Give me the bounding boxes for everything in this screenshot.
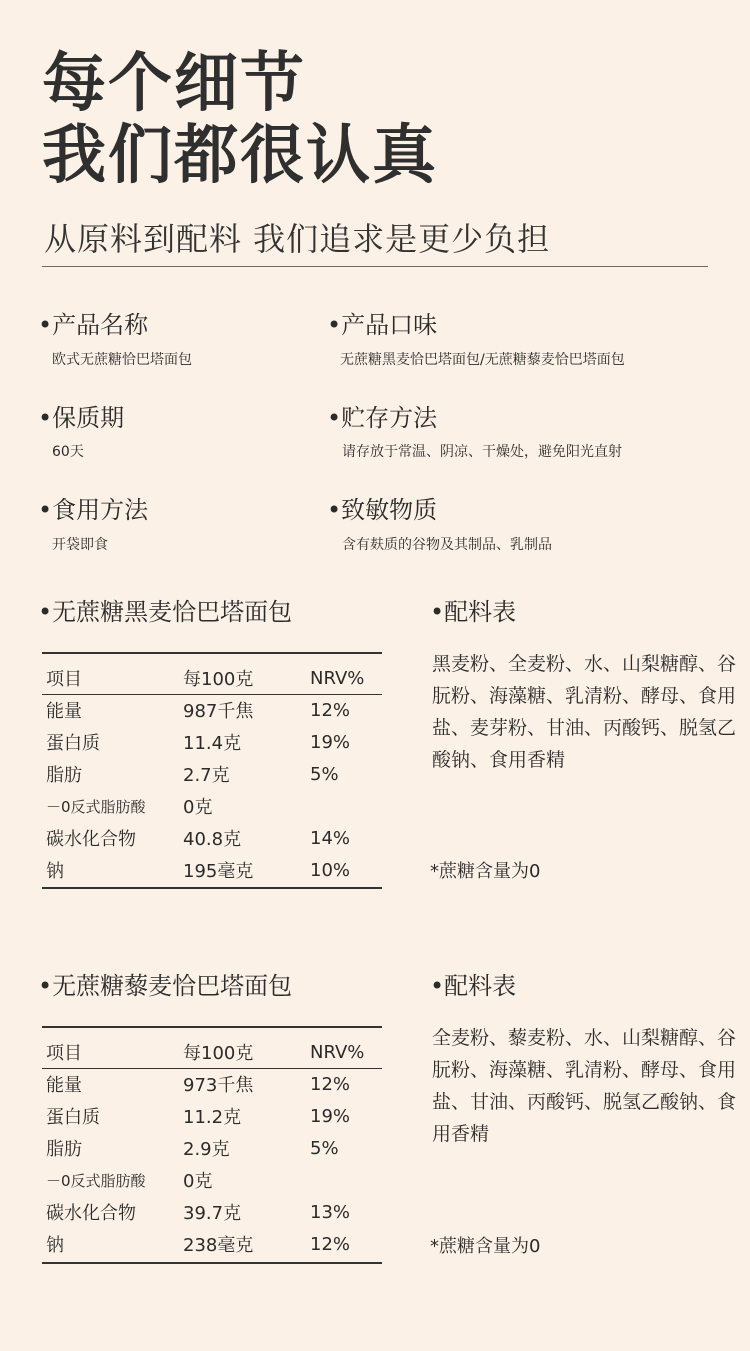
info-label-allergens: •致敏物质 bbox=[327, 496, 438, 524]
cell-item: 能量 bbox=[46, 701, 82, 722]
info-label-flavor: •产品口味 bbox=[327, 311, 438, 339]
cell-nrv bbox=[306, 790, 382, 822]
cell-value: 40.8克 bbox=[183, 829, 242, 850]
cell-item: 钠 bbox=[46, 1235, 64, 1256]
cell-nrv: 12% bbox=[310, 1233, 351, 1255]
table-top-rule bbox=[42, 652, 382, 654]
table-header-rule bbox=[42, 1068, 382, 1069]
headline-line-2: 我们都很认真 bbox=[42, 119, 438, 193]
cell-nrv: 13% bbox=[310, 1201, 351, 1223]
cell-value: 39.7克 bbox=[183, 1203, 242, 1224]
info-label-storage: •贮存方法 bbox=[327, 404, 438, 432]
product-1-title: •无蔗糖黑麦恰巴塔面包 bbox=[38, 598, 293, 626]
table-row bbox=[42, 790, 382, 822]
ingredients-title-2: •配料表 bbox=[430, 972, 517, 1000]
cell-value: 11.4克 bbox=[183, 733, 242, 754]
cell-nrv: 19% bbox=[310, 1105, 351, 1127]
cell-nrv: 10% bbox=[310, 859, 351, 881]
table-row bbox=[42, 1196, 382, 1228]
cell-value: 195毫克 bbox=[183, 861, 254, 882]
info-value-flavor: 无蔗糖黑麦恰巴塔面包/无蔗糖藜麦恰巴塔面包 bbox=[340, 352, 625, 368]
table-row bbox=[42, 758, 382, 790]
cell-item: －0反式脂肪酸 bbox=[46, 797, 146, 816]
info-value-product-name: 欧式无蔗糖恰巴塔面包 bbox=[52, 352, 192, 368]
table-top-rule bbox=[42, 1026, 382, 1028]
table-header-row bbox=[42, 656, 382, 694]
info-label-shelf-life: •保质期 bbox=[38, 404, 125, 432]
cell-nrv: 5% bbox=[310, 763, 339, 785]
cell-item: 脂肪 bbox=[46, 765, 82, 786]
cell-value: 11.2克 bbox=[183, 1107, 242, 1128]
cell-item: 蛋白质 bbox=[46, 733, 100, 754]
cell-item: 脂肪 bbox=[46, 1139, 82, 1160]
info-value-usage: 开袋即食 bbox=[52, 537, 108, 553]
table-row bbox=[42, 694, 382, 726]
cell-value: 987千焦 bbox=[183, 701, 254, 722]
cell-value: 0克 bbox=[183, 1171, 213, 1192]
cell-item: 钠 bbox=[46, 861, 64, 882]
cell-item: 碳水化合物 bbox=[46, 829, 136, 850]
sugar-note-2: *蔗糖含量为0 bbox=[430, 1236, 541, 1257]
product-2-title: •无蔗糖藜麦恰巴塔面包 bbox=[38, 972, 293, 1000]
cell-nrv: 19% bbox=[310, 731, 351, 753]
nutrition-table-1 bbox=[42, 656, 382, 886]
col-header-nrv: NRV% bbox=[310, 1041, 365, 1063]
col-header-nrv: NRV% bbox=[310, 667, 365, 689]
table-row bbox=[42, 1100, 382, 1132]
info-value-storage: 请存放于常温、阴凉、干燥处，避免阳光直射 bbox=[342, 444, 622, 460]
info-value-shelf-life: 60天 bbox=[52, 444, 84, 460]
col-header-per100g: 每100克 bbox=[183, 1043, 254, 1064]
table-row bbox=[42, 1228, 382, 1260]
sugar-note-1: *蔗糖含量为0 bbox=[430, 861, 541, 882]
cell-value: 973千焦 bbox=[183, 1075, 254, 1096]
table-row bbox=[42, 726, 382, 758]
table-header-row bbox=[42, 1030, 382, 1068]
table-row bbox=[42, 854, 382, 886]
col-header-per100g: 每100克 bbox=[183, 669, 254, 690]
table-row bbox=[42, 1164, 382, 1196]
table-row bbox=[42, 1132, 382, 1164]
headline-line-1: 每个细节 bbox=[42, 47, 306, 121]
cell-nrv: 12% bbox=[310, 1073, 351, 1095]
cell-item: 蛋白质 bbox=[46, 1107, 100, 1128]
table-row bbox=[42, 1068, 382, 1100]
table-header-rule bbox=[42, 694, 382, 695]
cell-nrv: 5% bbox=[310, 1137, 339, 1159]
cell-item: 能量 bbox=[46, 1075, 82, 1096]
cell-value: 2.9克 bbox=[183, 1139, 230, 1160]
cell-nrv bbox=[306, 1164, 382, 1196]
cell-nrv: 12% bbox=[310, 699, 351, 721]
col-header-item: 项目 bbox=[46, 669, 82, 690]
ingredients-title-1: •配料表 bbox=[430, 598, 517, 626]
cell-item: 碳水化合物 bbox=[46, 1203, 136, 1224]
cell-item: －0反式脂肪酸 bbox=[46, 1171, 146, 1190]
subtitle: 从原料到配料 我们追求是更少负担 bbox=[44, 220, 551, 258]
cell-value: 238毫克 bbox=[183, 1235, 254, 1256]
cell-nrv: 14% bbox=[310, 827, 351, 849]
info-label-usage: •食用方法 bbox=[38, 496, 149, 524]
col-header-item: 项目 bbox=[46, 1043, 82, 1064]
nutrition-table-2 bbox=[42, 1030, 382, 1260]
table-row bbox=[42, 822, 382, 854]
table-bottom-rule bbox=[42, 1262, 382, 1264]
ingredients-list-2: 全麦粉、藜麦粉、水、山梨糖醇、谷朊粉、海藻糖、乳清粉、酵母、食用盐、甘油、丙酸钙、脱氢乙酸钠、食用香精 bbox=[432, 1027, 737, 1145]
table-bottom-rule bbox=[42, 887, 382, 889]
divider bbox=[42, 266, 708, 267]
cell-value: 2.7克 bbox=[183, 765, 230, 786]
info-label-product-name: •产品名称 bbox=[38, 311, 149, 339]
ingredients-list-1: 黑麦粉、全麦粉、水、山梨糖醇、谷朊粉、海藻糖、乳清粉、酵母、食用盐、麦芽粉、甘油、丙酸钙、脱氢乙酸钠、食用香精 bbox=[432, 653, 737, 771]
info-value-allergens: 含有麸质的谷物及其制品、乳制品 bbox=[342, 537, 552, 553]
cell-value: 0克 bbox=[183, 797, 213, 818]
